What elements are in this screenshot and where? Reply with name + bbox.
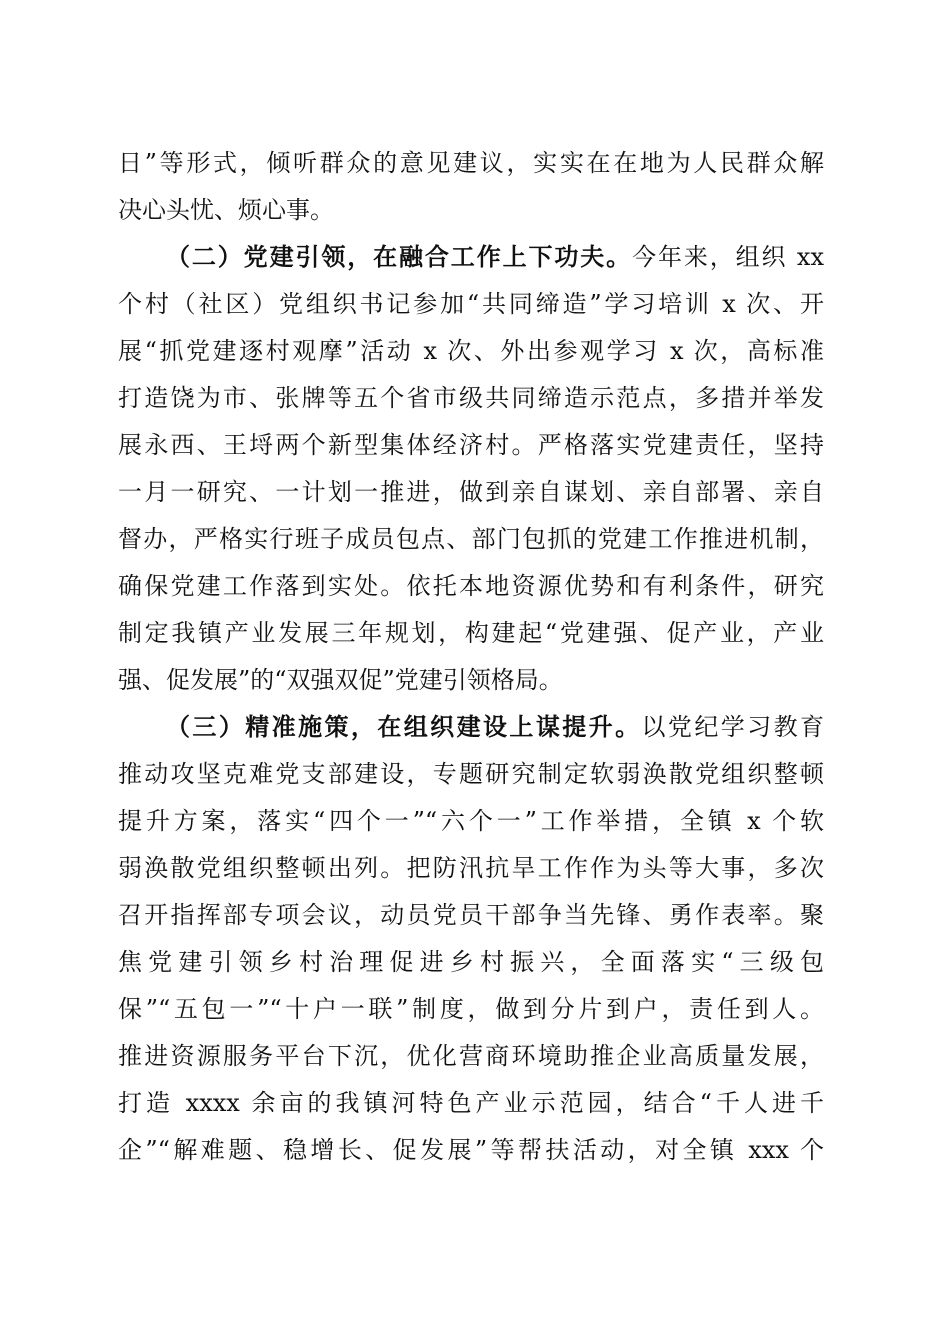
text-line: 企”“解难题、稳增长、促发展”等帮扶活动，对全镇 xxx 个 [118, 1136, 824, 1164]
text-line: 日”等形式，倾听群众的意见建议，实实在在地为人民群众解 [118, 149, 824, 177]
text-line: 焦党建引领乡村治理促进乡村振兴，全面落实“三级包 [118, 948, 824, 976]
text-line: 提升方案，落实“四个一”“六个一”工作举措，全镇 x 个软 [118, 807, 824, 835]
text-line: 制定我镇产业发展三年规划，构建起“党建强、促产业，产业 [118, 619, 824, 647]
text-line: 弱涣散党组织整顿出列。把防汛抗旱工作作为头等大事，多次 [118, 854, 824, 882]
text-line: 推动攻坚克难党支部建设，专题研究制定软弱涣散党组织整顿 [118, 760, 824, 788]
text-line: 展永西、王埒两个新型集体经济村。严格落实党建责任，坚持 [118, 431, 824, 459]
text-line: 强、促发展”的“双强双促”党建引领格局。 [118, 666, 563, 694]
text-line: 确保党建工作落到实处。依托本地资源优势和有利条件，研究 [118, 572, 824, 600]
text-line: 打造 xxxx 余亩的我镇河特色产业示范园，结合“千人进千 [118, 1089, 824, 1117]
text-line: 一月一研究、一计划一推进，做到亲自谋划、亲自部署、亲自 [118, 478, 824, 506]
text-line: 决心头忧、烦心事。 [118, 196, 334, 224]
section-3-first-line [166, 707, 824, 747]
section-2-first-line [166, 237, 824, 277]
text-line: 保”“五包一”“十户一联”制度，做到分片到户，责任到人。 [118, 995, 824, 1023]
text-line: 督办，严格实行班子成员包点、部门包抓的党建工作推进机制， [118, 525, 824, 553]
section-3-lead: 以党纪学习教育 [641, 713, 824, 741]
section-2-heading: （二）党建引领，在融合工作上下功夫。 [166, 242, 633, 271]
text-line: 展“抓党建逐村观摩”活动 x 次、外出参观学习 x 次，高标准 [118, 337, 824, 365]
section-2-lead: 今年来，组织 xx [632, 243, 824, 271]
text-line: 打造饶为市、张牌等五个省市级共同缔造示范点，多措并举发 [118, 384, 824, 412]
text-line: 推进资源服务平台下沉，优化营商环境助推企业高质量发展， [118, 1042, 824, 1070]
section-3-heading: （三）精准施策，在组织建设上谋提升。 [166, 712, 642, 741]
text-line: 召开指挥部专项会议，动员党员干部争当先锋、勇作表率。聚 [118, 901, 824, 929]
text-line: 个村（社区）党组织书记参加“共同缔造”学习培训 x 次、开 [118, 290, 824, 318]
